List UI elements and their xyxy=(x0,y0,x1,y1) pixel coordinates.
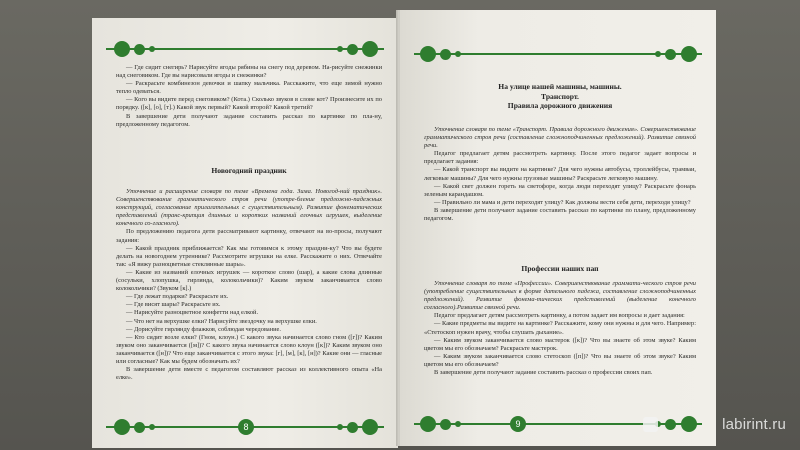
left-page xyxy=(92,18,398,448)
paragraph: — Какой праздник приближается? Как мы готовимся к этому праздни-ку? Что вы будете делать на новогоднем утреннике? Рассмотрите игрушки на елке. Расскажите о них. Отвечайте так: «Я вижу разноцветные стеклянные шары». xyxy=(116,244,382,268)
heading-line: Правила дорожного движения xyxy=(507,101,613,110)
paragraph: — Какой транспорт вы видите на картинке? Для чего нужны автобусы, троллейбусы, трамваи, легковые машины? Для чего нужны грузовые машины? Раскрасьте легковую машину. xyxy=(424,166,696,182)
paragraph: В завершение дети получают задание составить рассказ о профессии своих пап. xyxy=(434,369,653,377)
section-heading: Профессии наших пап xyxy=(521,264,599,273)
paragraph: — Нарисуйте разноцветное конфетти над елкой. xyxy=(126,309,259,317)
ornament-dot-icon xyxy=(347,422,358,433)
ornament-dot-icon xyxy=(347,44,358,55)
paragraph: — Какой свет должен гореть на светофоре, когда люди переходят улицу? Раскрасьте фонарь зеленым карандашом. xyxy=(424,182,696,198)
right-page xyxy=(400,10,716,446)
paragraph: — Где висят шары? Раскрасьте их. xyxy=(126,301,221,309)
heading-line: Транспорт. xyxy=(541,91,579,101)
paragraph: Педагог предлагает детям рассмотреть картинку, а потом задает им вопросы и дает задания: xyxy=(434,312,685,320)
paragraph: В завершение дети получают задание составить рассказ по картинке по пла-ну, предложенному педагогом. xyxy=(116,112,382,128)
paragraph: В завершение дети получают задание составить рассказ по картинке по плану, предложенному педагогом. xyxy=(424,206,696,223)
intro-paragraph: Уточнение словаря по теме «Транспорт. Правила дорожного движения». Совершенствование грамматического строя речи (составление сложноподчиненных предложений). Развитие связной речи. xyxy=(424,126,696,150)
ornament-dot-icon xyxy=(114,419,130,435)
paragraph: — Кого вы видите перед снеговиком? (Кота.) Сколько звуков в слове кот? Произнесите их по порядку. ([к], [о], [т].) Какой звук первый? Какой второй? Какой третий? xyxy=(116,96,382,112)
ornament-dot-icon xyxy=(134,44,145,55)
ornament-dot-icon xyxy=(362,419,378,435)
paragraph: — Что нет на верхушке елки? Нарисуйте звездочку на верхушке елки. xyxy=(126,317,317,325)
text-block-top xyxy=(116,64,382,129)
ornament-dot-icon xyxy=(420,46,436,62)
paragraph: — Какие предметы вы видите на картинке? Расскажите, кому они нужны и для чего. Например: «Стетоскоп нужен врачу, чтобы слушать дыхание». xyxy=(424,320,696,336)
paragraph: — Дорисуйте гирлянду флажков, соблюдая чередование. xyxy=(126,325,281,333)
ornament-dot-icon xyxy=(420,416,436,432)
ornament-dot-icon xyxy=(362,41,378,57)
ornament-dot-icon xyxy=(134,422,145,433)
paragraph: — Где лежат подарки? Раскрасьте их. xyxy=(126,293,229,301)
ornament-dot-icon xyxy=(655,51,661,57)
paragraph: — Где сидит снегирь? Нарисуйте ягоды рябины на снегу под деревом. На-рисуйте снежинки над снеговиком. Где вы нарисовали ягоды и снежинки? xyxy=(116,64,382,80)
text-block-bottom xyxy=(424,280,696,377)
section-heading xyxy=(424,82,696,111)
ornament-dot-icon xyxy=(665,49,676,60)
heading-line: На улице нашей машины, машины. xyxy=(498,82,622,91)
ornament-dot-icon xyxy=(681,46,697,62)
text-block-mid xyxy=(424,126,696,223)
ornament-dot-icon xyxy=(681,416,697,432)
ornament-dot-icon xyxy=(337,424,343,430)
paragraph: — Кто сидит возле елки? (Гном, клоун.) С какого звука начинается слово гном ([г])? Каким звуком оно заканчивается ([м])? С какого звука начинается слово клоун ([к])? Каким звуком оно заканчивается ([н])? Что еще заканчивается с этого звука: [г], [м], [к], [н])? Какие они — гласные или согласные? Как мы будем обозначать их? xyxy=(116,333,382,365)
ornament-dot-icon xyxy=(149,424,155,430)
paragraph: По предложению педагога дети рассматривают картинку, отвечают на во-просы, получают задания: xyxy=(116,228,382,244)
ornament-dot-icon xyxy=(114,41,130,57)
page-number: 8 xyxy=(238,419,254,435)
paragraph: — Каким звуком заканчивается слово стетоскоп ([п])? Что вы знаете об этом звуке? Каким цветом мы его обозначаем? xyxy=(424,352,696,368)
section-heading: Новогодний праздник xyxy=(211,166,287,175)
paragraph: — Какие из названий елочных игрушек — короткое слово (шар), а какие слова длинные (сосульки, хлопушка, гирлянда, колокольчики)? Каким звуком заканчивается слово колокольчики? (Звуком [к].) xyxy=(116,268,382,293)
text-block-bottom xyxy=(116,188,382,382)
paragraph: В завершение дети вместе с педагогом составляют рассказ из коллективного опыта «На елке». xyxy=(116,366,382,382)
ornament-dot-icon xyxy=(440,49,451,60)
watermark: labirint.ru xyxy=(722,416,786,433)
book-icon xyxy=(643,417,658,432)
intro-paragraph: Уточнение словаря по теме «Профессии». Совершенствование граммати-ческого строя речи (употребление существительных в форме дательного падежа, составление сложноподчиненных предложений). Развитие фонема-тических представлений (выделение конечного согласного).Развитие связной речи. xyxy=(424,280,696,312)
intro-paragraph: Уточнение и расширение словаря по теме «Времена года. Зима. Новогод-ний праздник». Совершенствование грамматического строя речи (употре-бление предложно-падежных конструкций, согласование прилагательных с существительным). Развитие фонематических представлений (транс-крипция длинных и коротких названий елочных игрушек, выделение конечного со-гласного). xyxy=(116,188,382,228)
ornament-dot-icon xyxy=(665,419,676,430)
paragraph: — Правильно ли мама и дети переходят улицу? Как должны вести себя дети, переходя улицу? xyxy=(434,198,691,206)
page-number: 9 xyxy=(510,416,526,432)
paragraph: — Каким звуком заканчивается слово мастерок ([к])? Что вы знаете об этом звуке? Каким цветом мы его обозначаем? Раскрасьте мастерок. xyxy=(424,336,696,352)
paragraph: — Раскрасьте комбинезон девочки и шапку мальчика. Расскажите, что еще зимой нужно тепло одеваться. xyxy=(116,80,382,96)
paragraph: Педагог предлагает детям рассмотреть картинку. После этого педагог задает вопросы и предлагает задания: xyxy=(424,150,696,166)
ornament-dot-icon xyxy=(337,46,343,52)
ornament-dot-icon xyxy=(455,51,461,57)
ornament-dot-icon xyxy=(149,46,155,52)
ornament-dot-icon xyxy=(455,421,461,427)
ornament-dot-icon xyxy=(440,419,451,430)
